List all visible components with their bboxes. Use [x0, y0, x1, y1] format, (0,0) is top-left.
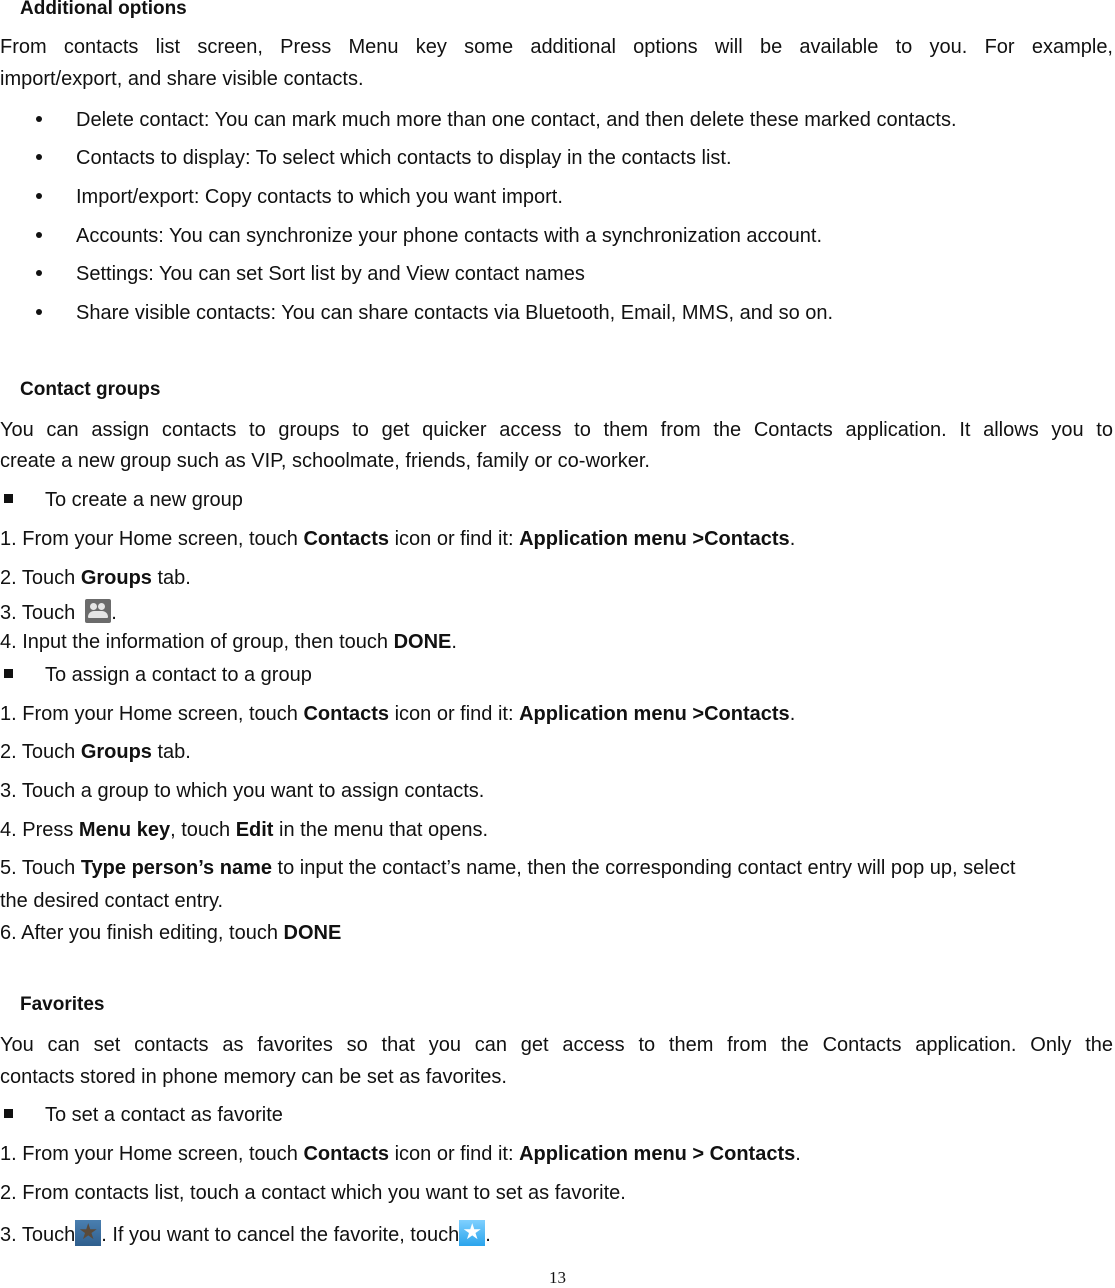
- bullet-text: Settings: You can set Sort list by and View contact names: [76, 263, 585, 285]
- bullet-item: [36, 225, 823, 248]
- subheading-create-group: [4, 489, 243, 512]
- bullet-text: Import/export: Copy contacts to which you want import.: [76, 186, 563, 208]
- bullet-dot-icon: [36, 154, 42, 160]
- square-bullet-icon: [4, 494, 13, 503]
- bullet-dot-icon: [36, 232, 42, 238]
- bullet-item: [36, 109, 957, 132]
- bullet-item: [36, 147, 732, 170]
- assign-step-1: 1. From your Home screen, touch Contacts icon or find it: Application menu >Contacts.: [0, 703, 796, 725]
- page-number: 13: [549, 1268, 566, 1287]
- bullet-dot-icon: [36, 309, 42, 315]
- bullet-text: Accounts: You can synchronize your phone contacts with a synchronization account.: [76, 225, 823, 247]
- favorites-intro-line2: contacts stored in phone memory can be set as favorites.: [0, 1066, 507, 1088]
- assign-step-5-cont: the desired contact entry.: [0, 890, 224, 912]
- subheading-text: To create a new group: [45, 489, 243, 511]
- bullet-item: [36, 263, 585, 286]
- subheading-assign-contact: [4, 664, 312, 687]
- subheading-text: To assign a contact to a group: [45, 664, 312, 686]
- create-step-3: 3. Touch .: [0, 599, 117, 625]
- bullet-item: [36, 186, 563, 209]
- favorite-step-2: 2. From contacts list, touch a contact which you want to set as favorite.: [0, 1182, 626, 1204]
- groups-intro-line1: You can assign contacts to groups to get quicker access to them from the Contacts application. It allows you to: [0, 419, 1113, 441]
- assign-step-3: 3. Touch a group to which you want to assign contacts.: [0, 780, 485, 802]
- groups-intro-line2: create a new group such as VIP, schoolmate, friends, family or co-worker.: [0, 450, 650, 472]
- bullet-text: Share visible contacts: You can share contacts via Bluetooth, Email, MMS, and so on.: [76, 302, 834, 324]
- favorite-step-1: 1. From your Home screen, touch Contacts icon or find it: Application menu > Contacts.: [0, 1143, 801, 1165]
- favorites-intro-line1: You can set contacts as favorites so that you can get access to them from the Contacts application. Only the: [0, 1034, 1113, 1056]
- heading-contact-groups: Contact groups: [20, 379, 161, 400]
- add-group-icon: [85, 599, 111, 623]
- bullet-item: [36, 302, 834, 325]
- favorite-step-3: 3. Touch ★ . If you want to cancel the favorite, touch ★ .: [0, 1219, 491, 1246]
- additional-intro-line1: From contacts list screen, Press Menu key some additional options will be available to you. For example,: [0, 36, 1113, 58]
- heading-favorites: Favorites: [20, 994, 105, 1015]
- star-filled-icon: ★: [75, 1220, 101, 1246]
- bullet-dot-icon: [36, 193, 42, 199]
- bullet-text: Contacts to display: To select which contacts to display in the contacts list.: [76, 147, 732, 169]
- square-bullet-icon: [4, 1109, 13, 1118]
- subheading-set-favorite: [4, 1104, 283, 1127]
- heading-additional-options: Additional options: [20, 0, 187, 19]
- square-bullet-icon: [4, 669, 13, 678]
- bullet-dot-icon: [36, 270, 42, 276]
- assign-step-2: 2. Touch Groups tab.: [0, 741, 191, 763]
- bullet-dot-icon: [36, 116, 42, 122]
- assign-step-6: 6. After you finish editing, touch DONE: [0, 922, 342, 944]
- bullet-text: Delete contact: You can mark much more than one contact, and then delete these marked contacts.: [76, 109, 957, 131]
- create-step-1: 1. From your Home screen, touch Contacts icon or find it: Application menu >Contacts.: [0, 528, 796, 550]
- additional-intro-line2: import/export, and share visible contacts.: [0, 68, 364, 90]
- create-step-4: 4. Input the information of group, then touch DONE.: [0, 631, 457, 653]
- create-step-2: 2. Touch Groups tab.: [0, 567, 191, 589]
- star-outline-icon: ★: [459, 1220, 485, 1246]
- subheading-text: To set a contact as favorite: [45, 1104, 283, 1126]
- assign-step-5: 5. Touch Type person’s name to input the contact’s name, then the corresponding contact entry will pop up, select: [0, 857, 1016, 879]
- assign-step-4: 4. Press Menu key, touch Edit in the menu that opens.: [0, 819, 489, 841]
